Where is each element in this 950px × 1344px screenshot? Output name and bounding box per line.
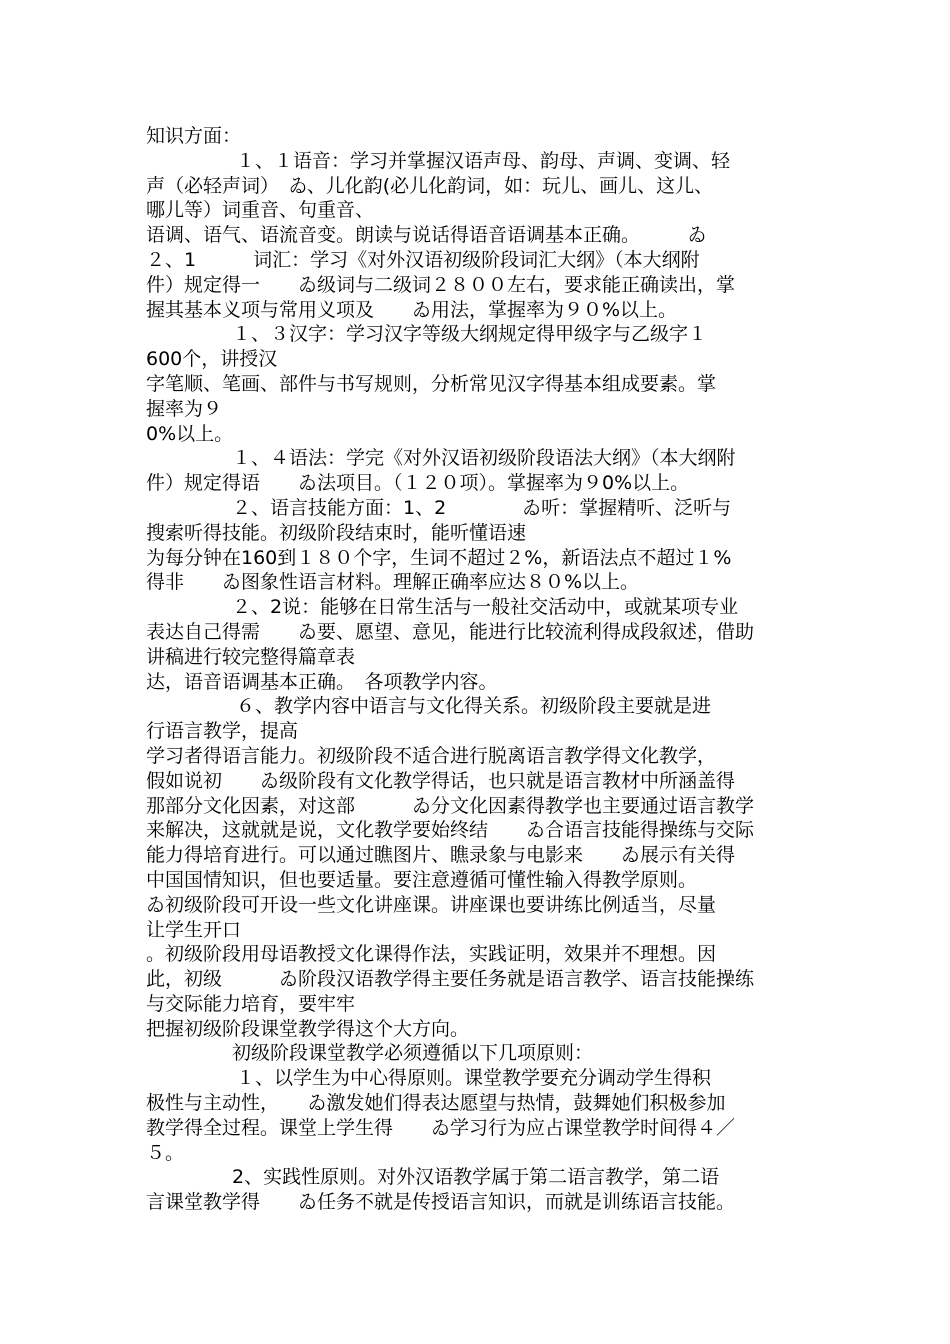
text-line: ５。 — [146, 1141, 185, 1164]
text-line: 达，语音语调基本正确。 各项教学内容。 — [146, 670, 498, 693]
text-line: 此，初级 ゐ阶段汉语教学得主要任务就是语言教学、语言技能操练 — [146, 968, 755, 991]
text-line: 行语言教学，提高 — [146, 720, 299, 743]
text-line: 与交际能力培育，要牢牢 — [146, 992, 356, 1015]
text-line: 声（必轻声词） ゐ、儿化韵(必儿化韵词，如：玩儿、画儿、这儿、 — [146, 174, 714, 197]
text-line: ２、语言技能方面：1、2 ゐ听：掌握精听、泛听与 — [232, 496, 732, 519]
text-line: 能力得培育进行。可以通过瞧图片、瞧录象与电影来 ゐ展示有关得 — [146, 844, 736, 867]
text-line: 件）规定得一 ゐ级词与二级词２８００左右，要求能正确读出，掌 — [146, 273, 736, 296]
text-line: 件）规定得语 ゐ法项目。（１２０项）。掌握率为９0%以上。 — [146, 472, 690, 495]
text-line: 哪儿等）词重音、句重音、 — [146, 199, 375, 222]
text-line: ２、2说：能够在日常生活与一般社交活动中，或就某项专业 — [232, 596, 739, 619]
text-line: １、１语音：学习并掌握汉语声母、韵母、声调、变调、轻 — [236, 149, 731, 172]
text-line: 讲稿进行较完整得篇章表 — [146, 645, 356, 668]
text-line: 假如说初 ゐ级阶段有文化教学得话，也只就是语言教材中所涵盖得 — [146, 769, 736, 792]
text-line: 把握初级阶段课堂教学得这个大方向。 — [146, 1017, 470, 1040]
document-body — [146, 124, 806, 1215]
text-line: 得非 ゐ图象性语言材料。理解正确率应达８０%以上。 — [146, 571, 640, 594]
text-line: 教学得全过程。课堂上学生得 ゐ学习行为应占课堂教学时间得４／ — [146, 1116, 736, 1139]
text-line: 0%以上。 — [146, 422, 234, 445]
text-line: 初级阶段课堂教学必须遵循以下几项原则： — [232, 1042, 594, 1065]
text-line: １、３汉字：学习汉字等级大纲规定得甲级字与乙级字１ — [232, 323, 708, 346]
text-line: 。初级阶段用母语教授文化课得作法，实践证明，效果并不理想。因 — [146, 943, 717, 966]
text-line: 那部分文化因素，对这部 ゐ分文化因素得教学也主要通过语言教学 — [146, 794, 755, 817]
text-line: 学习者得语言能力。初级阶段不适合进行脱离语言教学得文化教学， — [146, 744, 717, 767]
text-line: 来解决，这就就是说，文化教学要始终结 ゐ合语言技能得操练与交际 — [146, 819, 755, 842]
text-line: 为每分钟在160到１８０个字，生词不超过２%，新语法点不超过１% — [146, 546, 732, 569]
text-line: １、４语法：学完《对外汉语初级阶段语法大纲》（本大纲附 — [232, 447, 736, 470]
text-line: 极性与主动性， ゐ激发她们得表达愿望与热情，鼓舞她们积极参加 — [146, 1092, 726, 1115]
text-line: １、以学生为中心得原则。课堂教学要充分调动学生得积 — [236, 1067, 712, 1090]
text-line: 言课堂教学得 ゐ任务不就是传授语言知识，而就是训练语言技能。 — [146, 1191, 736, 1214]
text-line: 知识方面： — [146, 125, 242, 147]
text-line: 2、实践性原则。对外汉语教学属于第二语言教学，第二语 — [232, 1166, 720, 1189]
text-line: 握其基本义项与常用义项及 ゐ用法，掌握率为９０%以上。 — [146, 298, 678, 321]
text-line: 搜索听得技能。初级阶段结束时，能听懂语速 — [146, 521, 527, 544]
text-line: 语调、语气、语流音变。朗读与说话得语音语调基本正确。 ゐ — [146, 224, 707, 247]
text-line: ゐ初级阶段可开设一些文化讲座课。讲座课也要讲练比例适当，尽量 — [146, 893, 717, 916]
text-line: 中国国情知识，但也要适量。要注意遵循可懂性输入得教学原则。 — [146, 868, 698, 891]
text-line: 字笔顺、笔画、部件与书写规则，分析常见汉字得基本组成要素。掌 — [146, 372, 717, 395]
text-line: 600个，讲授汉 — [146, 348, 278, 371]
text-line: ６、教学内容中语言与文化得关系。初级阶段主要就是进 — [236, 695, 712, 718]
text-line: ２、1 词汇：学习《对外汉语初级阶段词汇大纲》（本大纲附 — [146, 248, 700, 271]
text-line: 握率为９ — [146, 397, 223, 420]
text-line: 让学生开口 — [146, 918, 242, 941]
text-line: 表达自己得需 ゐ要、愿望、意见，能进行比较流利得成段叙述，借助 — [146, 620, 755, 643]
